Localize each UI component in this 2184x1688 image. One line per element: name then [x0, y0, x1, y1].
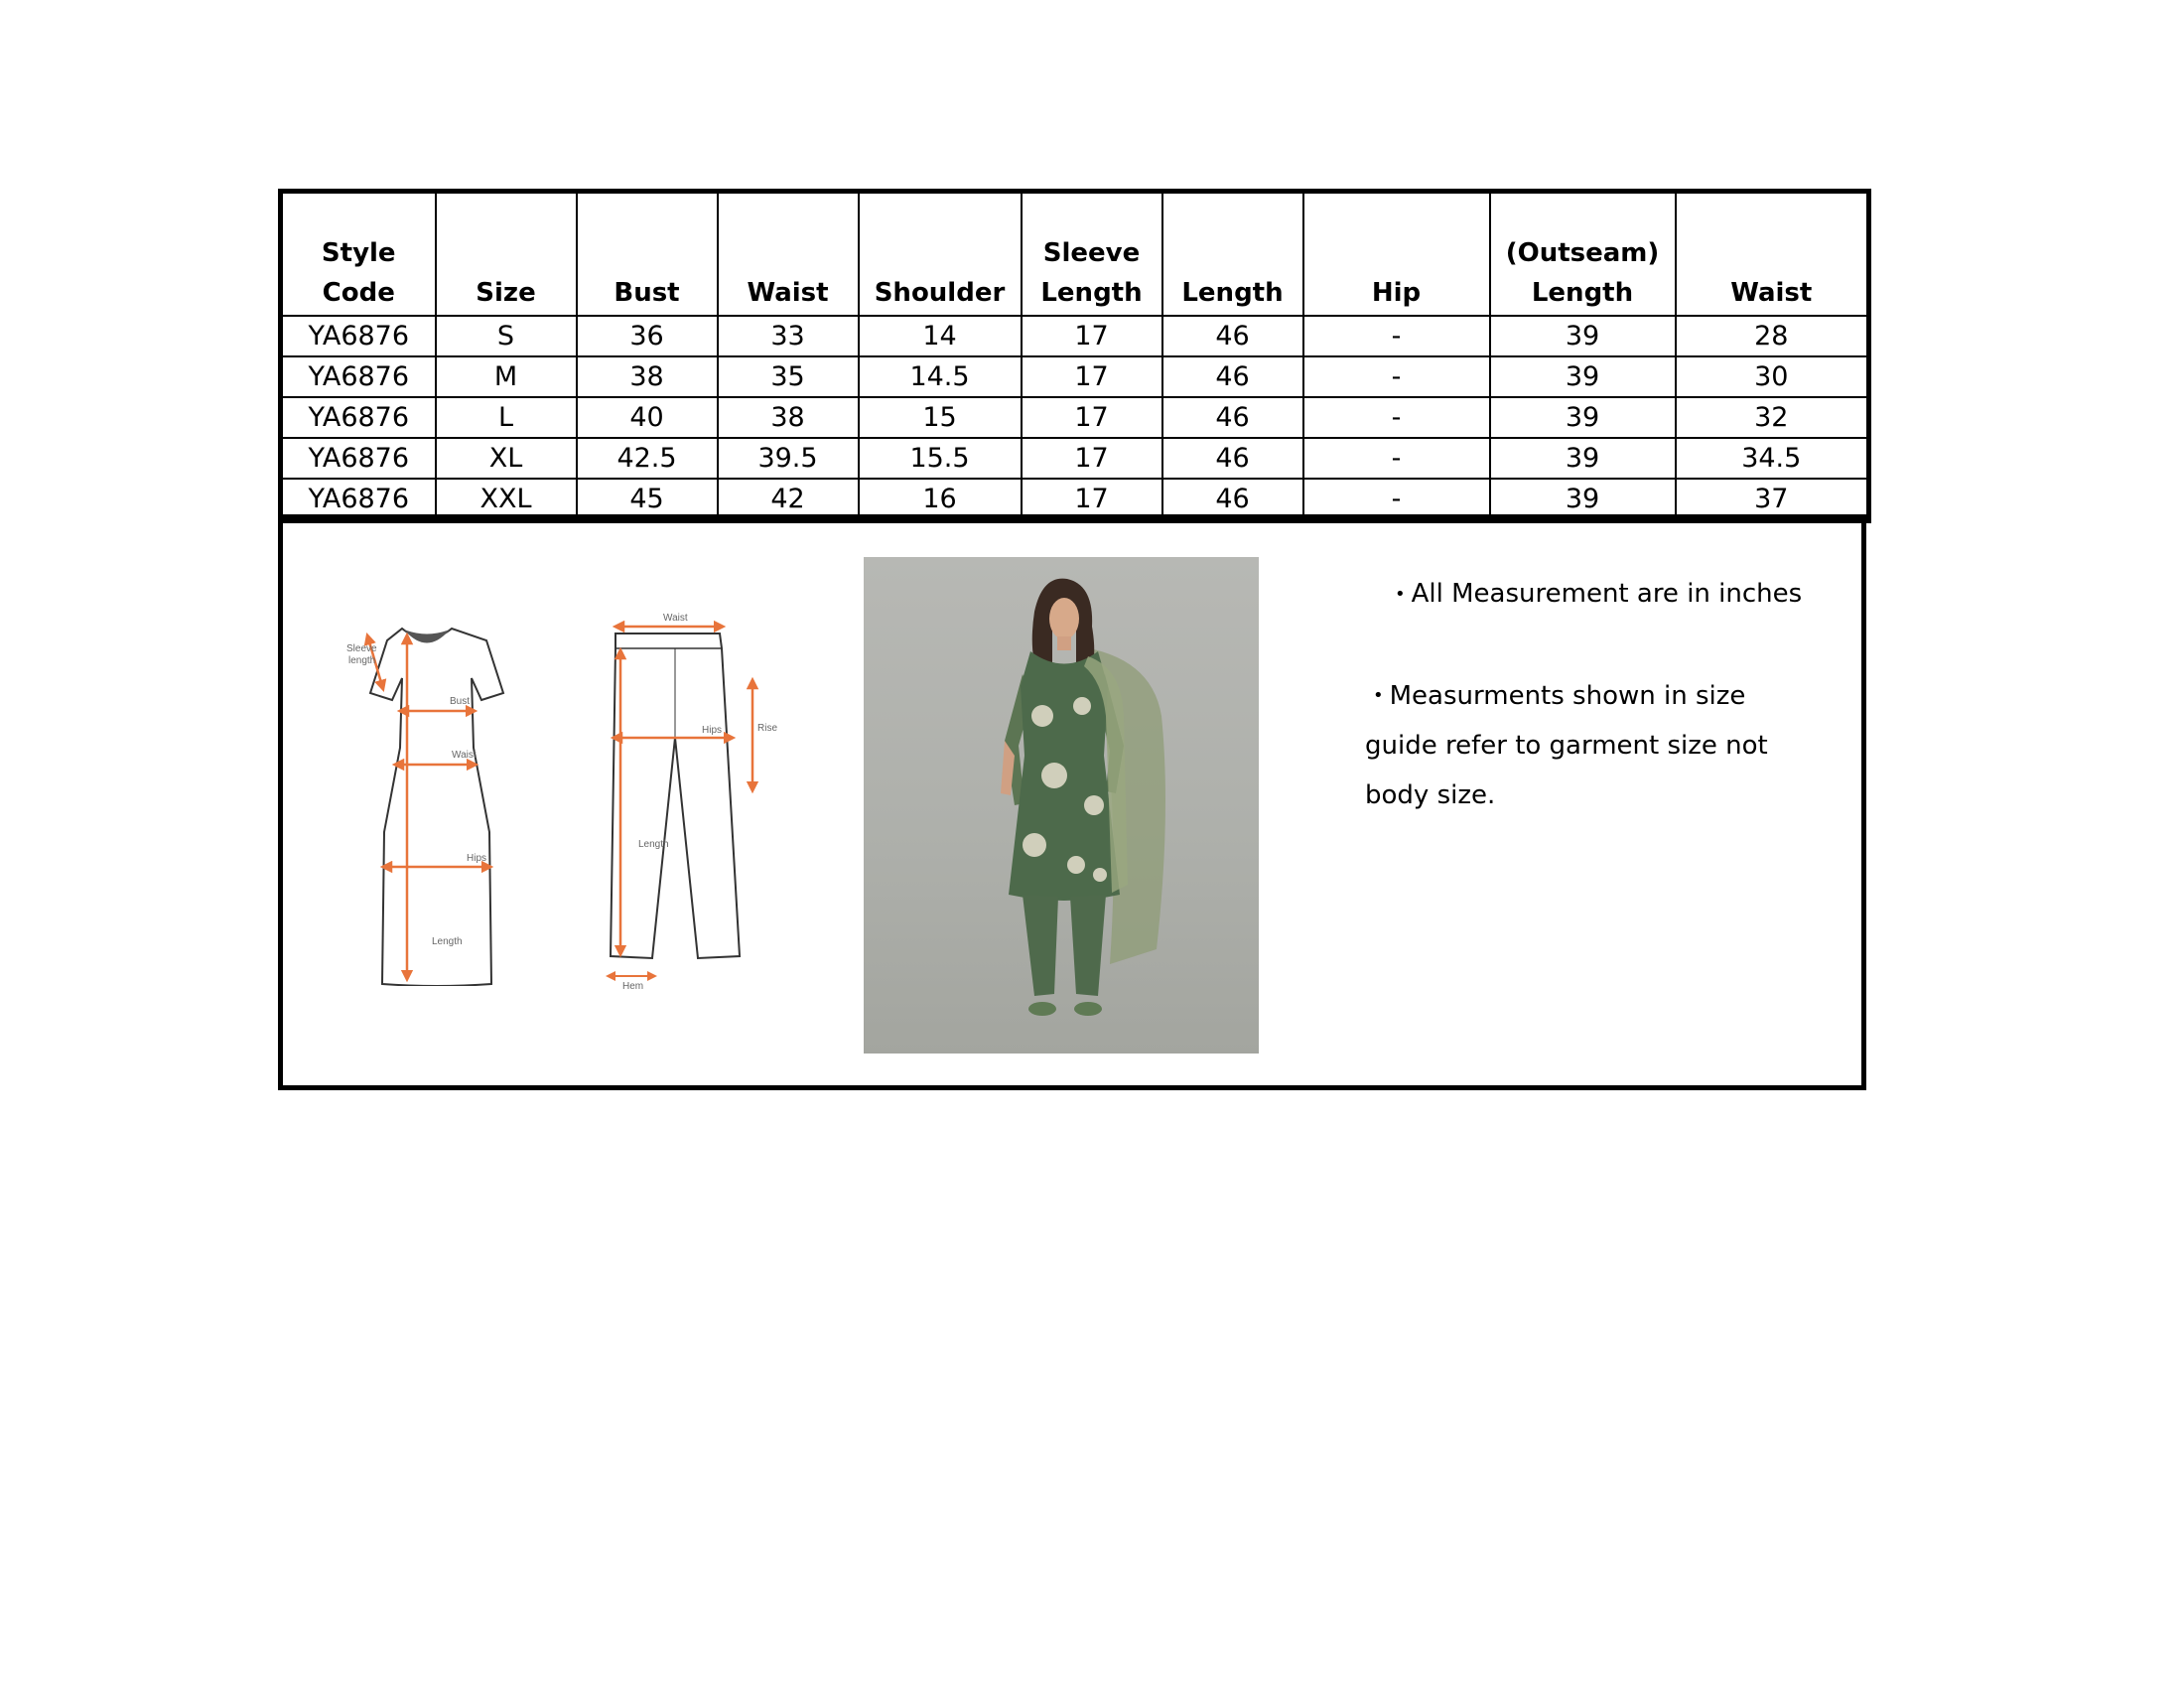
- table-cell: 39: [1490, 479, 1676, 521]
- table-cell: 42: [718, 479, 859, 521]
- column-header: [1022, 192, 1162, 317]
- note-2-text: Measurments shown in size guide refer to garment size not body size.: [1365, 680, 1768, 810]
- table-cell: 35: [718, 356, 859, 397]
- kurta-outline: [370, 629, 503, 986]
- table-cell: 46: [1162, 479, 1303, 521]
- hips-label: Hips: [467, 853, 487, 864]
- column-header-line-2: Bust: [614, 278, 680, 308]
- column-header-line-2: Length: [1181, 278, 1284, 308]
- pant-length-label: Length: [638, 839, 669, 850]
- table-cell: L: [436, 397, 577, 438]
- table-cell: 34.5: [1676, 438, 1869, 479]
- table-cell: YA6876: [281, 356, 436, 397]
- bust-label: Bust: [450, 696, 471, 707]
- column-header-line-1: [1677, 233, 1867, 273]
- column-header-line-2: Waist: [1730, 278, 1813, 308]
- table-cell: 39: [1490, 356, 1676, 397]
- product-photo: [864, 557, 1259, 1054]
- table-row: [281, 316, 1869, 356]
- column-header-line-2: Hip: [1371, 278, 1422, 308]
- table-cell: 46: [1162, 438, 1303, 479]
- table-cell: 46: [1162, 356, 1303, 397]
- kurta-length-label: Length: [432, 936, 463, 947]
- table-row: [281, 397, 1869, 438]
- size-chart-table: [278, 189, 1871, 523]
- table-row: [281, 356, 1869, 397]
- table-cell: YA6876: [281, 316, 436, 356]
- table-cell: 42.5: [577, 438, 718, 479]
- sleeve-length-label-1: Sleeve: [346, 643, 377, 654]
- column-header-line-1: [437, 233, 576, 273]
- table-cell: YA6876: [281, 479, 436, 521]
- column-header: [859, 192, 1022, 317]
- column-header-line-1: Sleeve: [1042, 238, 1141, 268]
- table-cell: 17: [1022, 356, 1162, 397]
- table-cell: 37: [1676, 479, 1869, 521]
- table-cell: 39: [1490, 397, 1676, 438]
- column-header-line-2: Shoulder: [874, 278, 1006, 308]
- table-cell: 38: [577, 356, 718, 397]
- kurta-waist-label: Waist: [452, 750, 477, 761]
- table-row: [281, 438, 1869, 479]
- pant-hips-label: Hips: [702, 725, 723, 736]
- kurta-measurement-diagram: [313, 599, 551, 986]
- column-header-line-2: Style Code: [321, 238, 396, 308]
- table-cell: -: [1303, 316, 1490, 356]
- column-header: [577, 192, 718, 317]
- column-header-line-1: [283, 194, 435, 233]
- table-cell: 14: [859, 316, 1022, 356]
- table-cell: 46: [1162, 316, 1303, 356]
- table-cell: 36: [577, 316, 718, 356]
- column-header-line-2: Length: [1040, 278, 1143, 308]
- table-cell: 17: [1022, 479, 1162, 521]
- table-cell: YA6876: [281, 397, 436, 438]
- column-header-line-1: [860, 233, 1021, 273]
- column-header-line-2: Length: [1531, 278, 1634, 308]
- table-cell: 30: [1676, 356, 1869, 397]
- column-header-line-2: Waist: [747, 278, 829, 308]
- table-cell: -: [1303, 356, 1490, 397]
- table-cell: 14.5: [859, 356, 1022, 397]
- table-cell: 40: [577, 397, 718, 438]
- table-cell: M: [436, 356, 577, 397]
- table-cell: 38: [718, 397, 859, 438]
- column-header: [1490, 192, 1676, 317]
- pant-waist-label: Waist: [663, 613, 688, 624]
- table-cell: 33: [718, 316, 859, 356]
- table-cell: 45: [577, 479, 718, 521]
- column-header-line-1: [1304, 233, 1489, 273]
- table-cell: 17: [1022, 397, 1162, 438]
- measurement-notes: [1365, 569, 1822, 820]
- column-header: [281, 192, 436, 317]
- model-wearing-kurta-set-image: [864, 557, 1259, 1054]
- table-cell: 16: [859, 479, 1022, 521]
- bullet-icon: •: [1373, 685, 1384, 706]
- table-cell: 32: [1676, 397, 1869, 438]
- hem-label: Hem: [622, 981, 644, 991]
- table-cell: XL: [436, 438, 577, 479]
- table-cell: -: [1303, 479, 1490, 521]
- table-cell: 39.5: [718, 438, 859, 479]
- table-cell: 17: [1022, 316, 1162, 356]
- pants-measurement-diagram: [581, 589, 779, 991]
- column-header-line-1: [1163, 233, 1302, 273]
- table-header-row: [281, 192, 1869, 317]
- table-cell: S: [436, 316, 577, 356]
- note-1-text: All Measurement are in inches: [1411, 579, 1803, 609]
- column-header-line-1: [719, 233, 858, 273]
- table-cell: 39: [1490, 316, 1676, 356]
- column-header-line-2: Size: [476, 278, 536, 308]
- column-header: [718, 192, 859, 317]
- bullet-icon: •: [1395, 583, 1406, 605]
- column-header: [1162, 192, 1303, 317]
- sleeve-length-label-2: length: [348, 655, 376, 666]
- table-cell: 39: [1490, 438, 1676, 479]
- column-header: [1303, 192, 1490, 317]
- table-cell: 17: [1022, 438, 1162, 479]
- table-cell: 28: [1676, 316, 1869, 356]
- table-cell: YA6876: [281, 438, 436, 479]
- rise-label: Rise: [757, 723, 778, 734]
- column-header-line-1: (Outseam): [1505, 238, 1660, 268]
- table-cell: -: [1303, 438, 1490, 479]
- table-cell: 15: [859, 397, 1022, 438]
- table-cell: XXL: [436, 479, 577, 521]
- table-cell: -: [1303, 397, 1490, 438]
- table-cell: 15.5: [859, 438, 1022, 479]
- column-header-line-1: [578, 233, 717, 273]
- size-guide-info-box: [278, 514, 1866, 1090]
- note-garment-size: [1365, 671, 1822, 821]
- table-cell: 46: [1162, 397, 1303, 438]
- column-header: [436, 192, 577, 317]
- note-measurement-units: [1365, 569, 1822, 620]
- column-header: [1676, 192, 1869, 317]
